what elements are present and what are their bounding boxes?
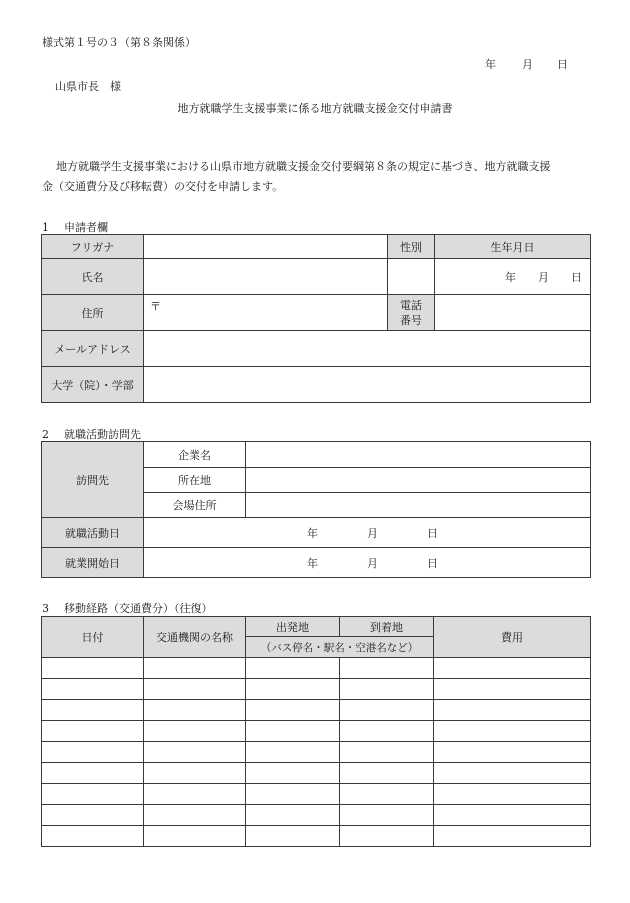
route-cell[interactable]: [246, 826, 340, 847]
departure-col-header: 出発地: [246, 617, 340, 637]
route-cell[interactable]: [42, 826, 144, 847]
birth-year-label: 年: [505, 270, 516, 284]
visit-table: [41, 441, 591, 578]
birth-day-label: 日: [571, 270, 582, 284]
route-cell[interactable]: [246, 721, 340, 742]
section2-number: 2: [42, 428, 49, 441]
route-cell[interactable]: [246, 763, 340, 784]
location-field[interactable]: [246, 468, 591, 493]
route-cell[interactable]: [42, 742, 144, 763]
email-field[interactable]: [144, 331, 591, 367]
route-cell[interactable]: [42, 805, 144, 826]
activity-day-label: 日: [427, 526, 438, 540]
route-cell[interactable]: [434, 700, 591, 721]
date-month-label: 月: [522, 58, 533, 71]
route-cell[interactable]: [434, 742, 591, 763]
phone-label: [388, 295, 435, 331]
route-cell[interactable]: [144, 805, 246, 826]
date-day-label: 日: [557, 58, 568, 71]
route-cell[interactable]: [434, 826, 591, 847]
route-cell[interactable]: [246, 742, 340, 763]
venue-field[interactable]: [246, 493, 591, 518]
applicant-table: [41, 234, 591, 403]
section2-heading: [42, 426, 141, 442]
phone-field[interactable]: [435, 295, 591, 331]
university-field[interactable]: [144, 367, 591, 403]
activity-year-label: 年: [307, 526, 318, 540]
phone-label-line1: 電話: [400, 298, 422, 312]
route-cell[interactable]: [144, 721, 246, 742]
location-label: 所在地: [144, 468, 246, 493]
route-cell[interactable]: [246, 784, 340, 805]
birthdate-label: 生年月日: [435, 235, 591, 259]
university-label: 大学（院）・学部: [42, 367, 144, 403]
route-cell[interactable]: [42, 700, 144, 721]
section3-title: 移動経路（交通費分）（往復）: [64, 602, 213, 615]
body-text-line-2: 金（交通費分及び移転費）の交付を申請します。: [42, 180, 284, 193]
address-label: 住所: [42, 295, 144, 331]
route-cell[interactable]: [246, 679, 340, 700]
furigana-field[interactable]: [144, 235, 388, 259]
phone-label-line2: 番号: [400, 313, 422, 327]
cost-col-header: 費用: [434, 617, 591, 658]
section1-heading: [42, 219, 108, 235]
route-cell[interactable]: [144, 784, 246, 805]
section1-title: 申請者欄: [64, 221, 108, 234]
name-field[interactable]: [144, 259, 388, 295]
birthdate-field[interactable]: [435, 259, 591, 295]
route-cell[interactable]: [246, 700, 340, 721]
company-label: 企業名: [144, 442, 246, 468]
company-field[interactable]: [246, 442, 591, 468]
route-cell[interactable]: [434, 763, 591, 784]
furigana-label: フリガナ: [42, 235, 144, 259]
activity-month-label: 月: [367, 526, 378, 540]
form-title: 地方就職学生支援事業に係る地方就職支援金交付申請書: [177, 102, 453, 115]
route-cell[interactable]: [340, 763, 434, 784]
route-table: [41, 616, 591, 847]
start-day-label: 日: [427, 556, 438, 570]
birth-month-label: 月: [538, 270, 549, 284]
route-cell[interactable]: [434, 721, 591, 742]
start-date-label: 就業開始日: [42, 548, 144, 578]
route-cell[interactable]: [42, 763, 144, 784]
section3-heading: [42, 600, 213, 616]
section3-number: 3: [42, 602, 49, 615]
route-cell[interactable]: [246, 658, 340, 679]
route-cell[interactable]: [434, 658, 591, 679]
start-date-field[interactable]: [144, 548, 591, 578]
route-cell[interactable]: [340, 742, 434, 763]
route-cell[interactable]: [144, 679, 246, 700]
route-cell[interactable]: [434, 679, 591, 700]
transport-col-header: 交通機関の名称: [144, 617, 246, 658]
route-cell[interactable]: [42, 679, 144, 700]
route-cell[interactable]: [144, 700, 246, 721]
route-cell[interactable]: [246, 805, 340, 826]
route-cell[interactable]: [144, 826, 246, 847]
activity-date-label: 就職活動日: [42, 518, 144, 548]
place-note: （バス停名・駅名・空港名など）: [246, 637, 434, 658]
route-cell[interactable]: [42, 721, 144, 742]
route-cell[interactable]: [144, 658, 246, 679]
activity-date-field[interactable]: [144, 518, 591, 548]
route-cell[interactable]: [340, 679, 434, 700]
addressee: 山県市長 様: [55, 80, 121, 93]
name-label: 氏名: [42, 259, 144, 295]
route-cell[interactable]: [434, 784, 591, 805]
section2-title: 就職活動訪問先: [64, 428, 141, 441]
route-cell[interactable]: [340, 826, 434, 847]
route-cell[interactable]: [340, 805, 434, 826]
route-cell[interactable]: [42, 658, 144, 679]
date-col-header: 日付: [42, 617, 144, 658]
gender-field[interactable]: [388, 259, 435, 295]
route-cell[interactable]: [340, 700, 434, 721]
body-text-line-1: 地方就職学生支援事業における山県市地方就職支援金交付要綱第８条の規定に基づき、地方就職支援: [56, 160, 551, 173]
arrival-col-header: 到着地: [340, 617, 434, 637]
route-cell[interactable]: [42, 784, 144, 805]
address-field[interactable]: [144, 295, 388, 331]
route-cell[interactable]: [340, 721, 434, 742]
gender-label: 性別: [388, 235, 435, 259]
venue-label: 会場住所: [144, 493, 246, 518]
route-cell[interactable]: [144, 742, 246, 763]
route-cell[interactable]: [144, 763, 246, 784]
postal-mark: 〒: [150, 300, 161, 313]
visit-label: 訪問先: [42, 442, 144, 518]
start-year-label: 年: [307, 556, 318, 570]
section1-number: 1: [42, 221, 49, 234]
route-cell[interactable]: [434, 805, 591, 826]
date-year-label: 年: [485, 58, 496, 71]
form-number: 様式第１号の３（第８条関係）: [42, 36, 196, 49]
route-cell[interactable]: [340, 784, 434, 805]
start-month-label: 月: [367, 556, 378, 570]
route-cell[interactable]: [340, 658, 434, 679]
email-label: メールアドレス: [42, 331, 144, 367]
